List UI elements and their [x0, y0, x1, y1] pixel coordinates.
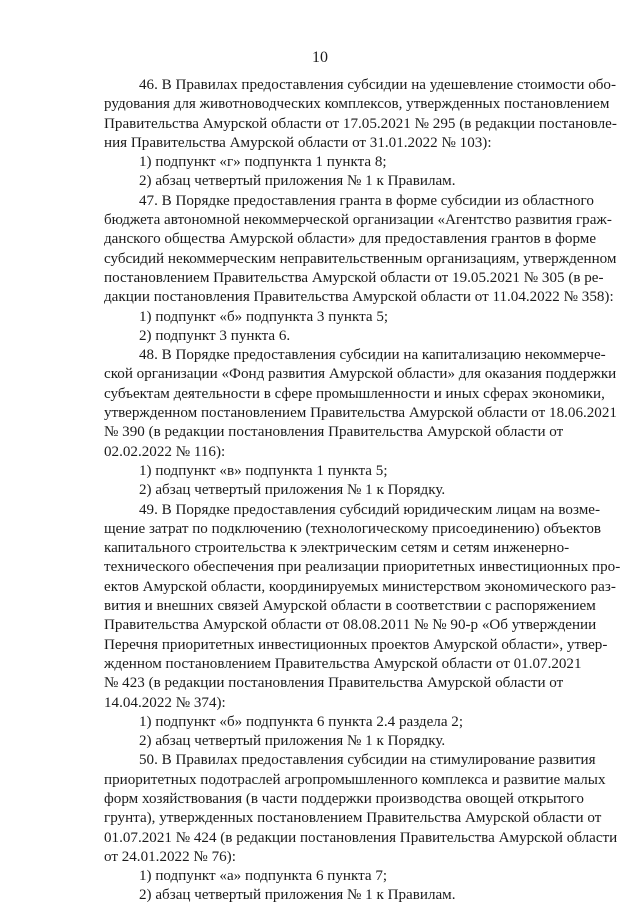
text-line: ской организации «Фонд развития Амурской области» для оказания поддержки	[104, 366, 617, 383]
text-line: ния Правительства Амурской области от 31.01.2022 № 103):	[104, 134, 492, 151]
text-line: бюджета автономной некоммерческой организации «Агентство развития граж-	[104, 212, 612, 229]
text-line: капитального строительства к электрическим сетям и сетям инженерно-	[104, 540, 570, 557]
text-line: щение затрат по подключению (технологическому присоединению) объектов	[104, 520, 602, 537]
text-line: 1) подпункт «б» подпункта 3 пункта 5;	[139, 308, 389, 325]
text-line: 1) подпункт «в» подпункта 1 пункта 5;	[139, 462, 388, 479]
text-line: грунта), утвержденных постановлением Правительства Амурской области от	[104, 810, 602, 827]
page-number: 10	[312, 49, 328, 66]
text-line: 2) абзац четвертый приложения № 1 к Порядку.	[139, 482, 446, 499]
text-line: рудования для животноводческих комплексов, утвержденных постановлением	[104, 96, 610, 113]
text-line: 1) подпункт «б» подпункта 6 пункта 2.4 раздела 2;	[139, 713, 464, 730]
text-line: вития и внешних связей Амурской области в соответствии с распоряжением	[104, 598, 596, 615]
text-line: от 24.01.2022 № 76):	[104, 848, 236, 865]
text-line: 14.04.2022 № 374):	[104, 694, 226, 711]
text-line: приоритетных подотраслей агропромышленного комплекса и развитие малых	[104, 771, 606, 788]
text-line: № 390 (в редакции постановления Правительства Амурской области от	[104, 424, 564, 441]
text-line: 02.02.2022 № 116):	[104, 443, 226, 460]
text-line: 01.07.2021 № 424 (в редакции постановления Правительства Амурской области	[104, 829, 618, 846]
text-line: 1) подпункт «а» подпункта 6 пункта 7;	[139, 868, 388, 885]
document-body	[104, 76, 621, 906]
text-line: 2) подпункт 3 пункта 6.	[139, 327, 291, 344]
text-line: 2) абзац четвертый приложения № 1 к Порядку.	[139, 733, 446, 750]
text-line: 1) подпункт «г» подпункта 1 пункта 8;	[139, 154, 387, 171]
text-line: Правительства Амурской области от 17.05.2021 № 295 (в редакции постановле-	[104, 115, 617, 132]
text-line: утвержденном постановлением Правительства Амурской области от 18.06.2021	[104, 405, 617, 422]
text-line: дакции постановления Правительства Амурской области от 11.04.2022 № 358):	[104, 289, 614, 306]
text-line: ектов Амурской области, координируемых министерством экономического раз-	[104, 578, 616, 595]
text-line: Правительства Амурской области от 08.08.2011 № № 90-р «Об утверждении	[104, 617, 597, 634]
text-line: 50. В Правилах предоставления субсидии на стимулирование развития	[139, 752, 596, 769]
text-line: № 423 (в редакции постановления Правительства Амурской области от	[104, 675, 564, 692]
text-line: Перечня приоритетных инвестиционных проектов Амурской области», утвер-	[104, 636, 608, 653]
text-line: форм хозяйствования (в части поддержки производства овощей открытого	[104, 790, 584, 807]
text-line: технического обеспечения при реализации приоритетных инвестиционных про-	[104, 559, 621, 576]
text-line: субсидий некоммерческим неправительственным организациям, утвержденном	[104, 250, 617, 267]
text-line: 2) абзац четвертый приложения № 1 к Правилам.	[139, 173, 456, 190]
text-line: данского общества Амурской области» для предоставления грантов в форме	[104, 231, 597, 248]
text-line: 48. В Порядке предоставления субсидии на капитализацию некоммерче-	[139, 347, 606, 364]
text-line: жденном постановлением Правительства Амурской области от 01.07.2021	[104, 655, 582, 672]
text-line: постановлением Правительства Амурской области от 19.05.2021 № 305 (в ре-	[104, 269, 604, 286]
text-line: 2) абзац четвертый приложения № 1 к Правилам.	[139, 887, 456, 904]
text-line: 47. В Порядке предоставления гранта в форме субсидии из областного	[139, 192, 594, 209]
text-line: субъектам деятельности в сфере промышленности и иных сферах экономики,	[104, 385, 605, 402]
text-line: 49. В Порядке предоставления субсидий юридическим лицам на возме-	[139, 501, 600, 518]
text-line: 46. В Правилах предоставления субсидии на удешевление стоимости обо-	[139, 77, 617, 93]
